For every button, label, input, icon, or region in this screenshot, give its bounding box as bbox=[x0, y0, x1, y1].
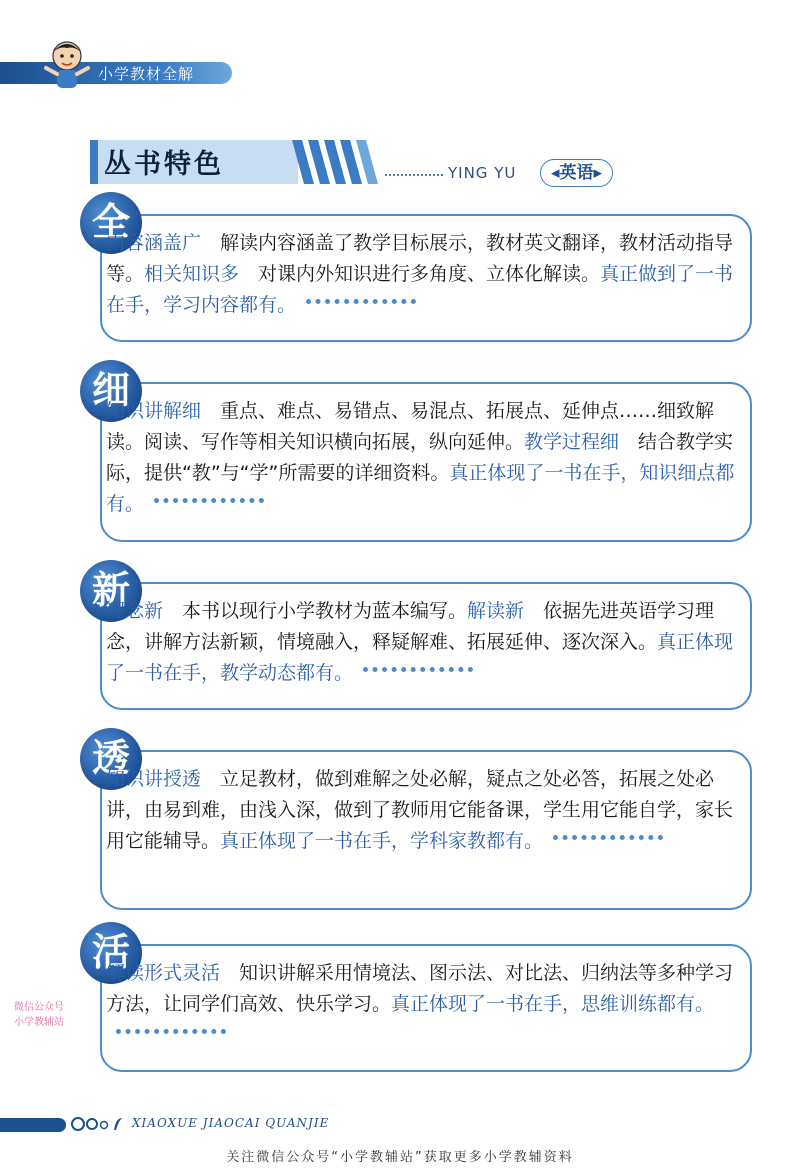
feature-text bbox=[106, 228, 746, 321]
feature-badge: 新 bbox=[80, 560, 142, 622]
dotted-trail bbox=[553, 835, 663, 840]
body-text: 依据先进英语学习理念，讲解方法新颖，情境融入，释疑解难、拓展延伸、逐次深入。 bbox=[106, 600, 715, 653]
highlight-text: 解读形式灵活 bbox=[106, 962, 221, 984]
subject-label-text: 英语 bbox=[559, 163, 594, 183]
feature-badge: 全 bbox=[80, 192, 142, 254]
body-text: 解读内容涵盖了教学目标展示，教材英文翻译，教材活动指导等。 bbox=[106, 232, 734, 285]
highlight-text: 知识讲授透 bbox=[106, 768, 202, 790]
highlight-text: 相关知识多 bbox=[144, 263, 240, 285]
feature-badge: 活 bbox=[80, 922, 142, 984]
feature-badge: 透 bbox=[80, 728, 142, 790]
dotted-trail bbox=[363, 667, 473, 672]
dotted-trail bbox=[306, 299, 416, 304]
side-stamp bbox=[14, 1000, 64, 1030]
highlight-text: 内容涵盖广 bbox=[106, 232, 202, 254]
body-text: 结合教学实际，提供“教”与“学”所需要的详细资料。 bbox=[106, 431, 734, 484]
page-title: 丛书特色 bbox=[104, 149, 224, 180]
mascot-icon bbox=[42, 38, 92, 96]
highlight-text: 真正体现了一书在手，知识细点都有。 bbox=[106, 462, 735, 515]
footer-bar bbox=[0, 1118, 66, 1132]
footer-circles-icon bbox=[70, 1114, 128, 1134]
header-dotted-line bbox=[385, 174, 443, 176]
subject-label: ◂英语▸ bbox=[540, 159, 613, 187]
highlight-text: 解读新 bbox=[467, 600, 525, 622]
body-text: 立足教材，做到难解之处必解，疑点之处必答，拓展之处必讲，由易到难，由浅入深，做到了教师用它能备课，学生用它能自学，家长用它能辅导。 bbox=[106, 768, 734, 852]
highlight-text: 真正体现了一书在手，思维训练都有。 bbox=[391, 993, 715, 1015]
body-text: 对课内外知识进行多角度、立体化解读。 bbox=[239, 263, 601, 285]
series-title: 小学教材全解 bbox=[98, 65, 195, 83]
highlight-text: 理念新 bbox=[106, 600, 164, 622]
feature-text bbox=[106, 596, 746, 689]
body-text: 本书以现行小学教材为蓝本编写。 bbox=[163, 600, 468, 622]
side-stamp-line2: 小学教辅站 bbox=[14, 1017, 64, 1028]
highlight-text: 真正做到了一书在手，学习内容都有。 bbox=[106, 263, 734, 316]
header-stripes bbox=[292, 140, 382, 184]
highlight-text: 真正体现了一书在手，学科家教都有。 bbox=[220, 830, 544, 852]
feature-text bbox=[106, 764, 746, 857]
subject-pinyin: YING YU bbox=[448, 164, 517, 182]
dotted-trail bbox=[116, 1029, 226, 1034]
feature-badge: 细 bbox=[80, 360, 142, 422]
side-stamp-line1: 微信公众号 bbox=[14, 1002, 64, 1013]
highlight-text: 真正体现了一书在手，教学动态都有。 bbox=[106, 631, 734, 684]
highlight-text: 知识讲解细 bbox=[106, 400, 202, 422]
feature-text bbox=[106, 396, 746, 520]
feature-text bbox=[106, 958, 746, 1051]
body-text: 重点、难点、易错点、易混点、拓展点、延伸点……细致解读。阅读、写作等相关知识横向拓展，纵向延伸。 bbox=[106, 400, 715, 453]
footer-note: 关注微信公众号“小学教辅站”获取更多小学教辅资料 bbox=[226, 1150, 574, 1165]
body-text: 知识讲解采用情境法、图示法、对比法、归纳法等多种学习方法，让同学们高效、快乐学习。 bbox=[106, 962, 734, 1015]
highlight-text: 教学过程细 bbox=[524, 431, 620, 453]
footer-pinyin: XIAOXUE JIAOCAI QUANJIE bbox=[132, 1116, 330, 1130]
dotted-trail bbox=[154, 498, 264, 503]
